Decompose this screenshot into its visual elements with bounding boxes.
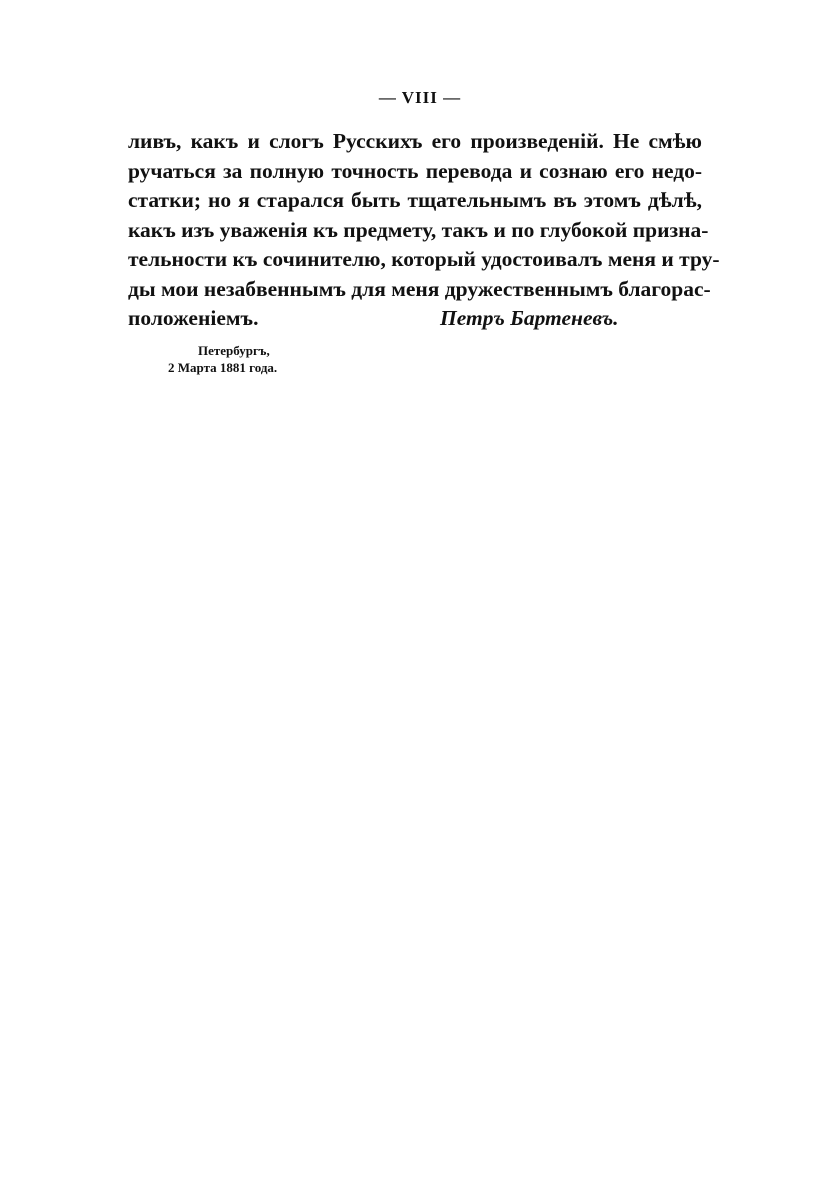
paragraph-line: какъ изъ уваженія къ предмету, такъ и по глубокой призна- [128, 217, 709, 242]
paragraph-line: ручаться за полную точность перевода и сознаю его недо- [128, 158, 702, 183]
paragraph-line: статки; но я старался быть тщательнымъ въ этомъ дѣлѣ, [128, 188, 702, 212]
page-number: — VIII — [378, 88, 462, 107]
paragraph-line: тельности къ сочинителю, который удостоивалъ меня и тру- [128, 247, 720, 271]
date-text: 2 Марта 1881 года. [168, 360, 278, 375]
paragraph-line: ды мои незабвеннымъ для меня дружественнымъ благорас- [128, 276, 711, 301]
place-date-block [168, 342, 277, 376]
body-paragraph [128, 127, 720, 334]
paragraph-line: ливъ, какъ и слогъ Русскихъ его произведеній. Не смѣю [128, 129, 702, 153]
paragraph-line: положеніемъ. [128, 306, 259, 330]
author-signature: Петръ Бартеневъ. [440, 306, 619, 330]
place-text: Петербургъ, [198, 343, 270, 358]
